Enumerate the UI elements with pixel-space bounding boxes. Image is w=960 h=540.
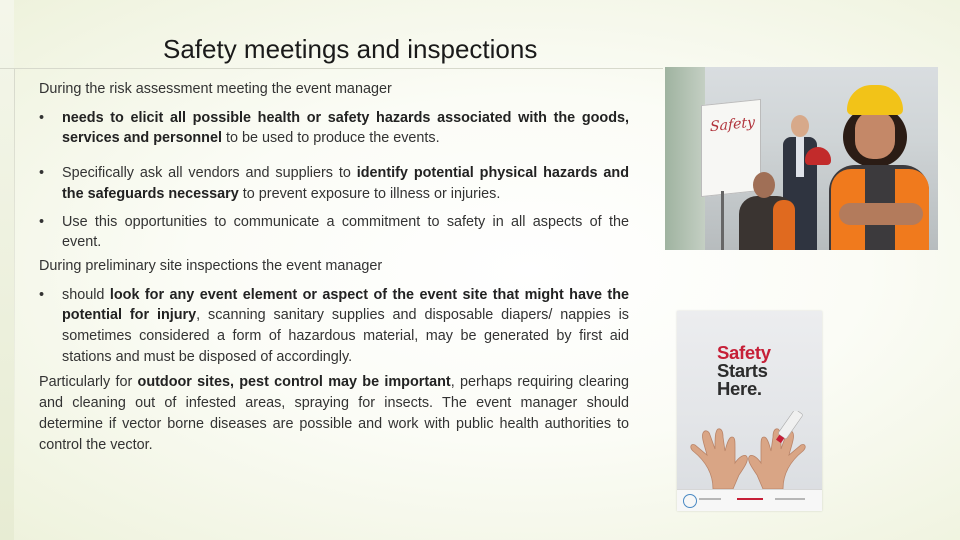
bullet-marker: •: [39, 165, 45, 182]
poster-title: [717, 344, 817, 398]
closing-paragraph: [39, 372, 629, 455]
bullet-lead: Use this opportunities to communicate a commitment to safety in all aspects of the event.: [62, 213, 629, 251]
poster-line-1: Safety: [717, 342, 771, 363]
photo-woman-hardhat: [825, 85, 935, 250]
intro-risk-assessment: During the risk assessment meeting the event manager: [39, 81, 392, 97]
slide-body: [39, 79, 629, 455]
who-logo-icon: [683, 494, 697, 508]
title-divider: [0, 68, 663, 69]
bullet-lead: should: [62, 286, 110, 303]
bullet-elicit-hazards: [39, 108, 629, 149]
left-divider: [14, 68, 15, 488]
slide-accent-bar: [0, 0, 14, 540]
bullet-text: to prevent exposure to illness or injuries.: [238, 185, 501, 202]
photo-man-seated: [735, 172, 795, 250]
safety-meeting-photo: [665, 67, 938, 250]
bullet-bold: identify potential physical hazards and the safeguards necessary: [62, 165, 629, 202]
poster-footer: [677, 489, 822, 511]
poster-line-3: Here.: [717, 378, 762, 399]
cupped-hands-icon: [683, 411, 813, 491]
slide-title: Safety meetings and inspections: [163, 34, 538, 64]
bullet-lead: Specifically ask all vendors and suppliers to: [62, 165, 357, 182]
bullet-ask-vendors: [39, 163, 629, 204]
bullet-marker: •: [39, 213, 45, 230]
photo-window: [665, 67, 705, 250]
closing-text: , perhaps requiring clearing and cleaning out of infested areas, spraying for insects. The event manager should determine if vector borne diseases are possible and work with public health authorities to control the vector.: [39, 374, 629, 453]
flipchart-text: Safety: [710, 114, 755, 136]
bullet-text: to be used to produce the events.: [221, 130, 440, 147]
closing-lead: Particularly for: [39, 374, 138, 391]
bullet-marker: •: [39, 109, 45, 126]
bullet-marker: •: [39, 286, 45, 303]
bullet-look-for-injury: [39, 285, 629, 368]
bullet-text: , scanning sanitary supplies and disposable diapers/ nappies is sometimes considered a form of hazardous material, may be generated by first aid stations and must be disposed of accordingly.: [62, 307, 629, 365]
bullet-bold: look for any event element or aspect of the event site that might have the potential for injury: [62, 286, 630, 324]
poster-line-2: Starts: [717, 360, 768, 381]
intro-site-inspections: During preliminary site inspections the event manager: [39, 257, 383, 274]
safety-starts-here-poster: [677, 311, 822, 511]
closing-bold: outdoor sites, pest control may be important: [137, 374, 451, 391]
flipchart-easel: [721, 191, 724, 250]
bullet-bold: needs to elicit all possible health or safety hazards associated with the goods, services and personnel: [62, 109, 629, 147]
bullet-communicate: [39, 212, 629, 253]
